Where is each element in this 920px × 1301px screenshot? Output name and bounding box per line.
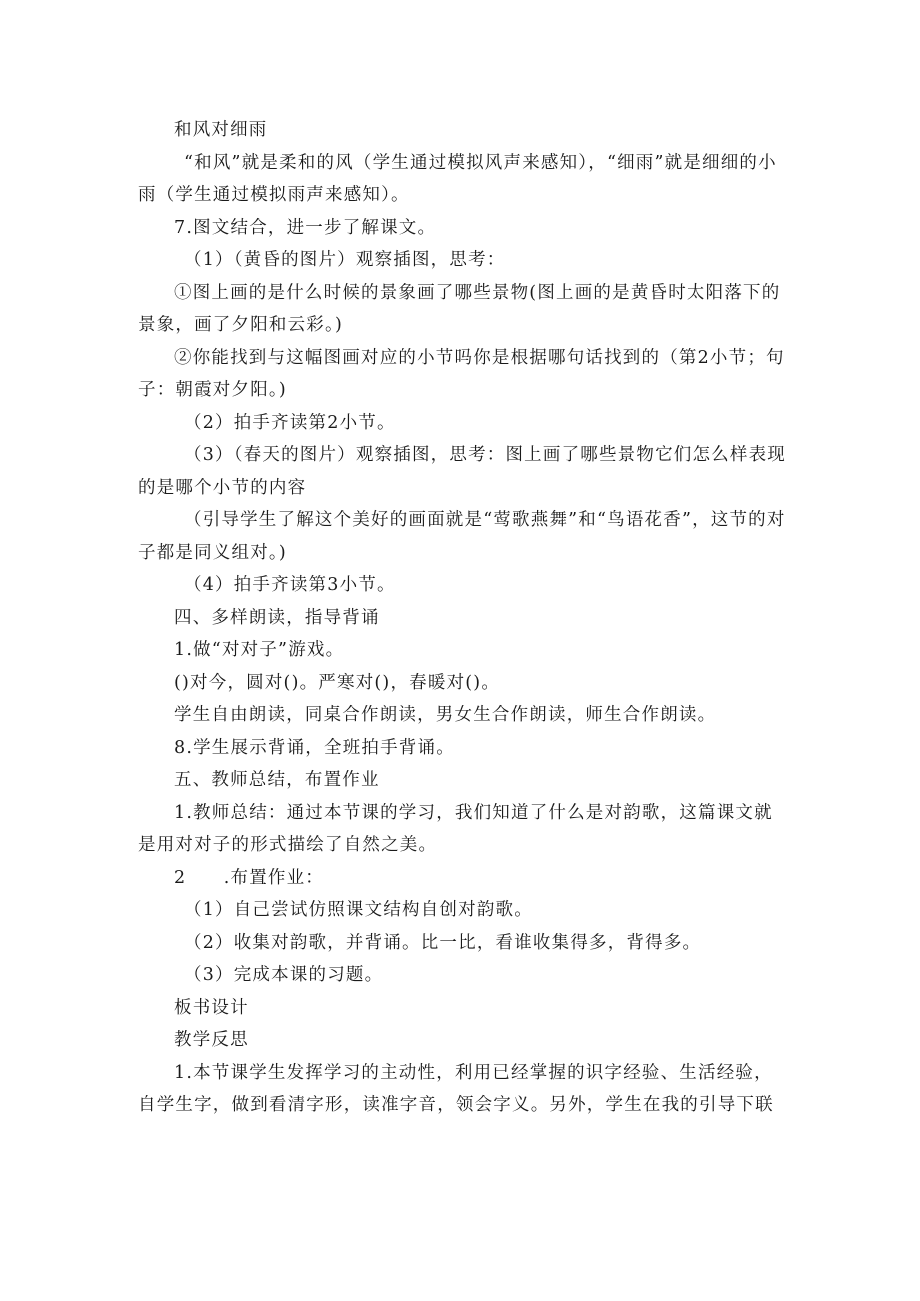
paragraph: ②你能找到与这幅图画对应的小节吗你是根据哪句话找到的（第2小节；句子：朝霞对夕阳。) [138,347,785,400]
paragraph: 1.本节课学生发挥学习的主动性，利用已经掌握的识字经验、生活经验，自学生字，做到看清字形，读准字音，领会字义。另外，学生在我的引导下联 [138,1062,774,1115]
paragraph: （2）拍手齐读第2小节。 [184,412,396,433]
paragraph: 8.学生展示背诵，全班拍手背诵。 [174,737,455,758]
paragraph: （2）收集对韵歌，并背诵。比一比，看谁收集得多，背得多。 [184,932,702,953]
paragraph: （3）完成本课的习题。 [184,965,384,985]
paragraph: （1）自己尝试仿照课文结构自创对韵歌。 [184,900,533,920]
section-heading: 板书设计 [174,997,249,1018]
paragraph: “和风”就是柔和的风（学生通过模拟风声来感知），“细雨”就是细细的小雨（学生通过模拟雨声来感知）。 [138,152,777,205]
paragraph: 1.教师总结：通过本节课的学习，我们知道了什么是对韵歌，这篇课文就是用对对子的形式描绘了自然之美。 [138,802,773,855]
paragraph: 学生自由朗读，同桌合作朗读，男女生合作朗读，师生合作朗读。 [174,705,717,725]
paragraph: 2 .布置作业： [174,867,324,888]
paragraph: 7.图文结合，进一步了解课文。 [174,217,437,238]
section-heading: 四、多样朗读，指导背诵 [174,607,380,628]
section-heading: 五、教师总结，布置作业 [174,770,380,790]
paragraph: 和风对细雨 [174,120,268,140]
document-body [138,114,788,1122]
paragraph: （4）拍手齐读第3小节。 [184,575,396,595]
paragraph: 1.做“对对子”游戏。 [174,640,345,660]
section-heading: 教学反思 [174,1030,249,1050]
paragraph: （3）（春天的图片）观察插图，思考：图上画了哪些景物它们怎么样表现的是哪个小节的内容 [138,445,786,498]
paragraph: （1）（黄昏的图片）观察插图，思考： [184,250,506,270]
paragraph: （引导学生了解这个美好的画面就是“莺歌燕舞”和“鸟语花香”，这节的对子都是同义组对。) [138,510,786,563]
paragraph: ()对今，圆对()。严寒对()，春暖对()。 [174,672,501,693]
paragraph: ①图上画的是什么时候的景象画了哪些景物(图上画的是黄昏时太阳落下的景象，画了夕阳和云彩。) [138,282,781,335]
